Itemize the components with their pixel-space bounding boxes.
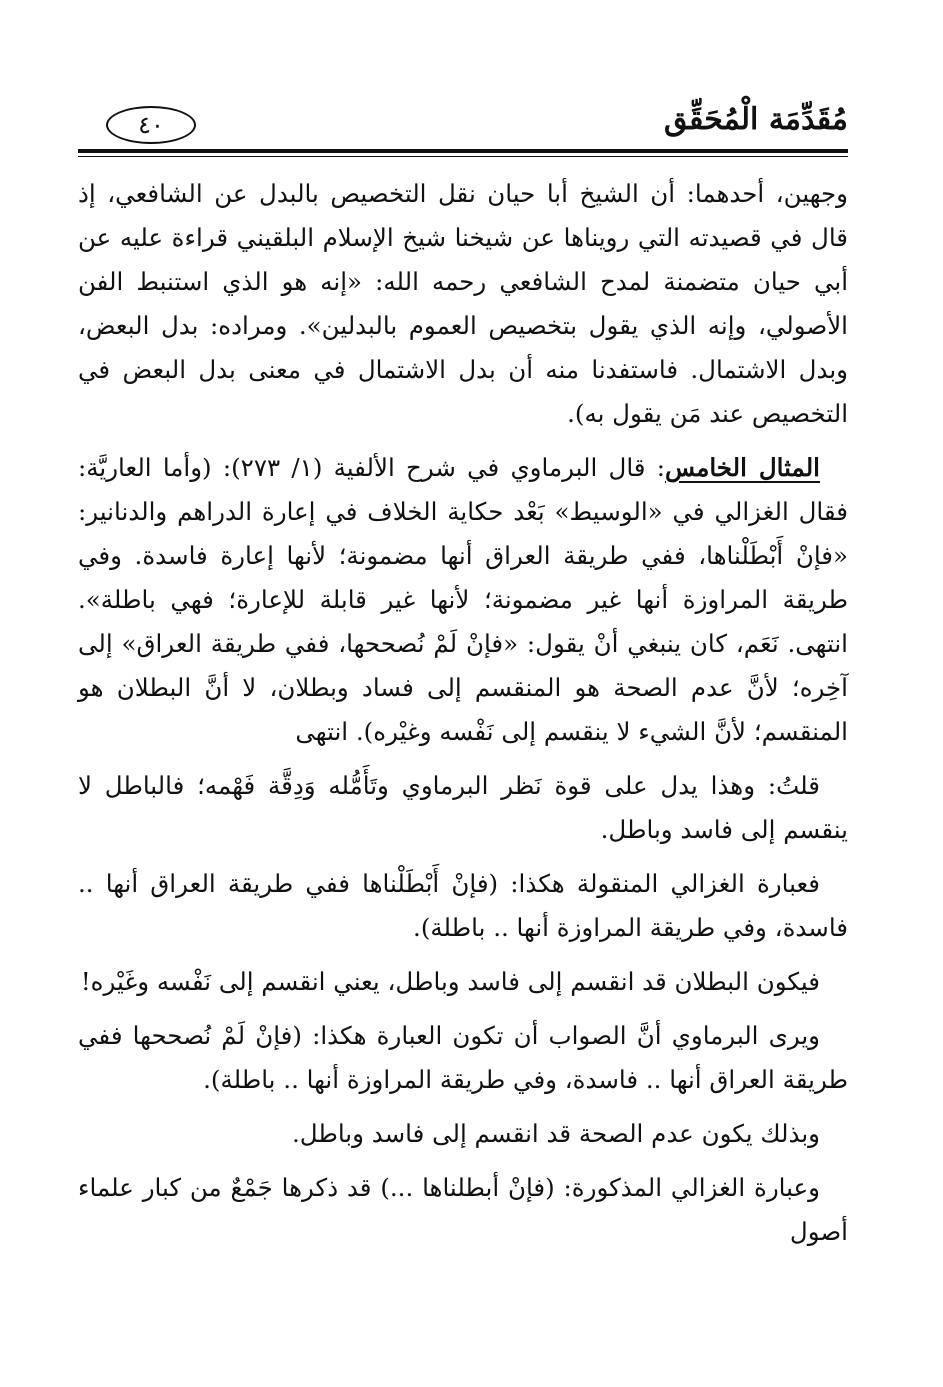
paragraph-3: قلتُ: وهذا يدل على قوة نَظر البرماوي وتَأَمُّله وَدِقَّة فَهْمه؛ فالباطل لا ينقسم إلى فاسد وباطل.	[78, 771, 848, 844]
paragraph-4: فعبارة الغزالي المنقولة هكذا: (فإنْ أَبْطَلْناها ففي طريقة العراق أنها .. فاسدة، وفي طريقة المراوزة أنها .. باطلة).	[78, 869, 848, 942]
header-rule-thick	[78, 149, 848, 153]
paragraph-1: وجهين، أحدهما: أن الشيخ أبا حيان نقل التخصيص بالبدل عن الشافعي، إذ قال في قصيدته التي رويناها عن شيخنا شيخ الإسلام البلقيني قراءة عليه عن أبي حيان متضمنة لمدح الشافعي رحمه الله: «إنه هو الذي استنبط الفن الأصولي، وإنه الذي يقول بتخصيص العموم بالبدلين». ومراده: بدل البعض، وبدل الاشتمال. فاستفدنا منه أن بدل الاشتمال في معنى بدل البعض في التخصيص عند مَن يقول به).	[78, 179, 848, 428]
page-number-badge	[106, 106, 196, 144]
page-header	[78, 96, 848, 148]
paragraph-2	[78, 446, 848, 754]
paragraph-6: ويرى البرماوي أنَّ الصواب أن تكون العبارة هكذا: (فإنْ لَمْ نُصححها ففي طريقة العراق أنها .. فاسدة، وفي طريقة المراوزة أنها .. باطلة).	[78, 1021, 848, 1094]
page-number: ٤٠	[138, 111, 164, 139]
example-label: المثال الخامس	[664, 453, 820, 482]
paragraph-8: وعبارة الغزالي المذكورة: (فإنْ أبطلناها ...) قد ذكرها جَمْعٌ من كبار علماء أصول	[78, 1173, 848, 1246]
paragraph-5: فيكون البطلان قد انقسم إلى فاسد وباطل، يعني انقسم إلى نَفْسه وغَيْره!	[80, 967, 820, 996]
header-rule-thin	[78, 156, 848, 157]
paragraph-7: وبذلك يكون عدم الصحة قد انقسم إلى فاسد وباطل.	[291, 1119, 820, 1148]
paragraph-2-text: : قال البرماوي في شرح الألفية (١/ ٢٧٣): (وأما العاريَّة: فقال الغزالي في «الوسيط» بَعْد حكاية الخلاف في إعارة الدراهم والدنانير: «فإنْ أَبْطَلْناها، ففي طريقة العراق أنها مضمونة؛ لأنها إعارة فاسدة. وفي طريقة المراوزة أنها غير مضمونة؛ لأنها غير قابلة للإعارة؛ فهي باطلة». انتهى. نَعَم، كان ينبغي أنْ يقول: «فإنْ لَمْ نُصححها، ففي طريقة العراق» إلى آخِره؛ لأنَّ عدم الصحة هو المنقسم إلى فساد وبطلان، لا أنَّ البطلان هو المنقسم؛ لأنَّ الشيء لا ينقسم إلى نَفْسه وغيْره). انتهى	[78, 453, 848, 746]
body-text	[78, 172, 848, 1264]
running-title: مُقَدِّمَة الْمُحَقِّق	[664, 102, 848, 137]
